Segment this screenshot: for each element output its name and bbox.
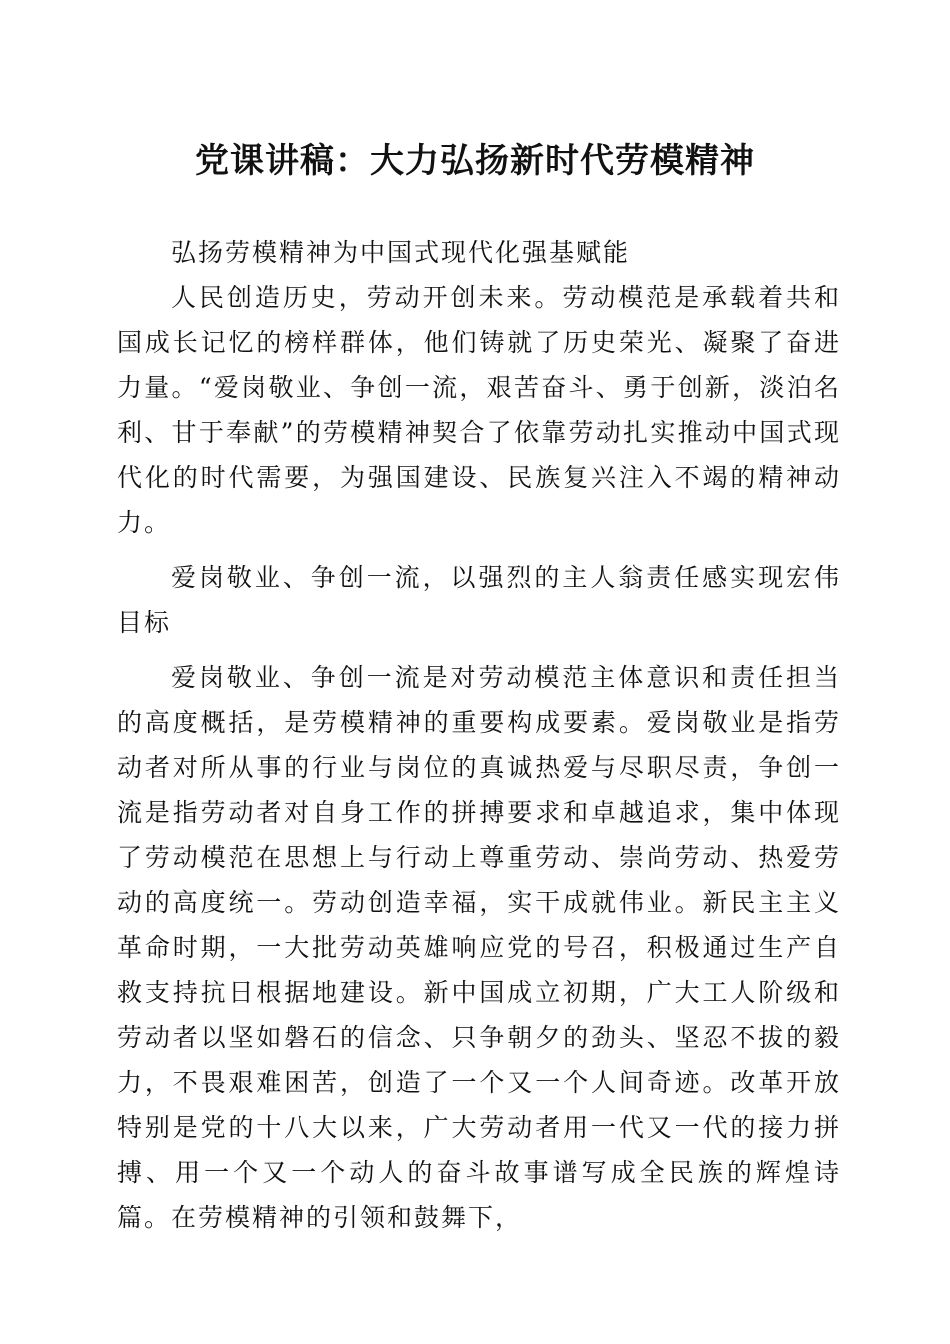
page-title: 党课讲稿：大力弘扬新时代劳模精神 bbox=[195, 141, 755, 181]
section-heading-2: 爱岗敬业、争创一流，以强烈的主人翁责任感实现宏伟目标 bbox=[117, 563, 841, 637]
section-heading-1: 弘扬劳模精神为中国式现代化强基赋能 bbox=[171, 238, 631, 267]
paragraph-intro: 人民创造历史，劳动开创未来。劳动模范是承载着共和国成长记忆的榜样群体，他们铸就了历史荣光、凝聚了奋进力量。“爱岗敬业、争创一流，艰苦奋斗、勇于创新，淡泊名利、甘于奉献”的劳模精神契合了依靠劳动扎实推动中国式现代化的时代需要，为强国建设、民族复兴注入不竭的精神动力。 bbox=[117, 283, 841, 537]
paragraph-body: 爱岗敬业、争创一流是对劳动模范主体意识和责任担当的高度概括，是劳模精神的重要构成要素。爱岗敬业是指劳动者对所从事的行业与岗位的真诚热爱与尽职尽责，争创一流是指劳动者对自身工作的拼搏要求和卓越追求，集中体现了劳动模范在思想上与行动上尊重劳动、崇尚劳动、热爱劳动的高度统一。劳动创造幸福，实干成就伟业。新民主主义革命时期，一大批劳动英雄响应党的号召，积极通过生产自救支持抗日根据地建设。新中国成立初期，广大工人阶级和劳动者以坚如磐石的信念、只争朝夕的劲头、坚忍不拔的毅力，不畏艰难困苦，创造了一个又一个人间奇迹。改革开放特别是党的十八大以来，广大劳动者用一代又一代的接力拼搏、用一个又一个动人的奋斗故事谱写成全民族的辉煌诗篇。在劳模精神的引领和鼓舞下， bbox=[117, 663, 841, 1232]
document-body bbox=[117, 230, 841, 1240]
